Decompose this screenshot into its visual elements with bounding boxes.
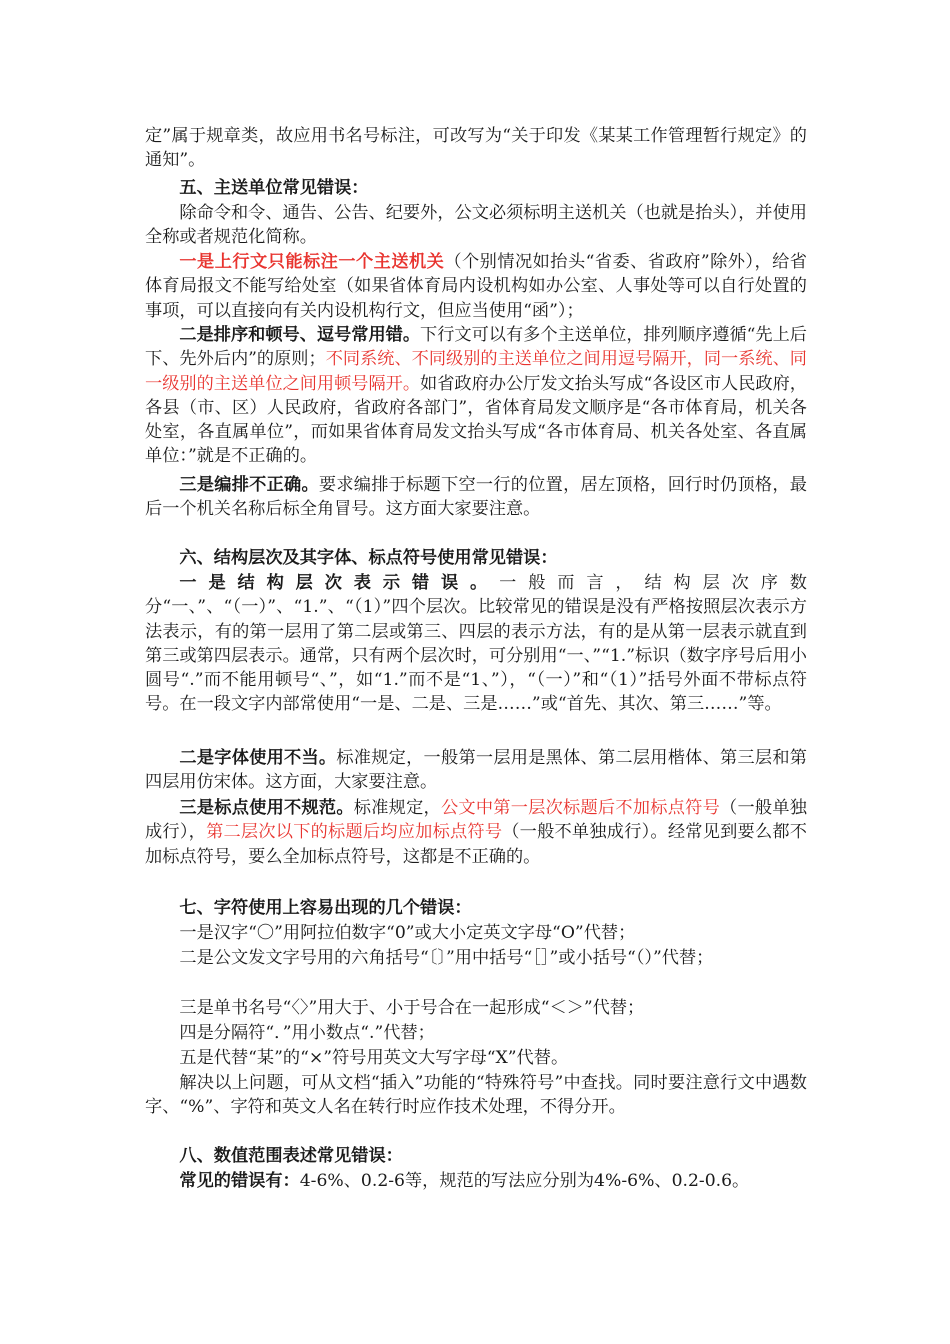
text: 五是代替“某”的“×”符号用英文大写字母“X”代替。 — [179, 1048, 569, 1068]
text: （个别情况如抬头“省委、省政府”除外），给省体育局报文不能写给处室（如果省体育局内设机构如办公室、人事处等可以自行处置的事项，可以直接向有关内设机构行文，但应当使用“函”）； — [145, 252, 807, 321]
text: 解决以上问题，可从文档“插入”功能的“特殊符号”中查找。同时要注意行文中遇数字、“%”、字符和英文人名在转行时应作技术处理，不得分开。 — [145, 1073, 807, 1118]
text: 要求编排于标题下空一行的位置，居左顶格，回行时仍顶格，最后一个机关名称后标全角冒号。这方面大家要注意。 — [145, 475, 807, 520]
text: 二是公文发文字号用的六角括号“〔〕”用中括号“［］”或小括号“（）”代替； — [179, 948, 714, 968]
paragraph-numeric-range — [145, 1169, 807, 1193]
heading-text: 七、字符使用上容易出现的几个错误： — [179, 898, 472, 918]
text: （一般单独成行）， — [145, 798, 807, 843]
highlight-text: 公文中第一层次标题后不加标点符号 — [440, 798, 721, 818]
heading-text: 八、数值范围表述常见错误： — [179, 1146, 403, 1166]
section-heading-8 — [145, 1144, 807, 1168]
lead-text: 三是编排不正确。 — [179, 475, 319, 495]
text: 三是单书名号“〈〉”用大于、小于号合在一起形成“＜＞”代替； — [179, 998, 645, 1018]
section-heading-5 — [145, 176, 807, 200]
text: 四是分隔符“．”用小数点“.”代替； — [179, 1023, 435, 1043]
text: 标准规定， — [353, 798, 441, 818]
section-heading-7 — [145, 896, 807, 920]
text: 一是汉字“〇”用阿拉伯数字“0”或大小定英文字母“O”代替； — [179, 923, 636, 943]
lead-text: 二是排序和顿号、逗号常用错。 — [179, 325, 421, 345]
lead-text: 常见的错误有： — [179, 1171, 300, 1191]
paragraph-regulation-title-note — [145, 124, 807, 173]
paragraph-solution — [145, 1071, 807, 1120]
highlight-text: 第二层次以下的标题后均应加标点符号 — [206, 822, 503, 843]
lead-text: 一是结构层次表示错误。 — [179, 573, 500, 593]
heading-text: 六、结构层次及其字体、标点符号使用常见错误： — [179, 548, 558, 568]
text: 一般而言，结构层次序数分“一、”、“（一）”、“1.”、“（1）”四个层次。比较常见的错误是没有严格按照层次表示方法表示，有的第一层用了第二层或第三、四层的表示方法，有的是从第一层表示就直到第三或第四层表示。通常，只有两个层次时，可分别用“一、”“1.”标识（数字序号后用小圆号“.”而不能用顿号“、”，如“1.”而不是“1、”），“（一）”和“（1）”括号外面不带标点符号。在一段文字内部常使用“一是、二是、三是……”或“首先、其次、第三……”等。 — [145, 573, 807, 715]
paragraph-upward-doc-rule — [145, 250, 807, 323]
text: （一般不单独成行）。经常见到要么都不加标点符号，要么全加标点符号，这都是不正确的。 — [145, 822, 807, 867]
lead-text: 三是标点使用不规范。 — [179, 798, 354, 818]
lead-text: 二是字体使用不当。 — [179, 748, 337, 768]
highlight-text: 一是上行文只能标注一个主送机关 — [179, 252, 445, 272]
paragraph-punctuation-usage — [145, 796, 807, 869]
list-item-character-3 — [145, 996, 807, 1020]
text: 标准规定，一般第一层用是黑体、第二层用楷体、第三层和第四层用仿宋体。这方面，大家要注意。 — [145, 748, 807, 793]
heading-text: 五、主送单位常见错误： — [179, 178, 369, 198]
paragraph-main-recipient-intro — [145, 201, 807, 250]
section-heading-6 — [145, 546, 807, 570]
text: 4-6%、0.2-6等，规范的写法应分别为4%-6%、0.2-0.6。 — [299, 1171, 750, 1191]
list-item-character-4 — [145, 1021, 807, 1045]
paragraph-layout-error — [145, 473, 807, 522]
paragraph-font-usage — [145, 746, 807, 795]
text: 如省政府办公厅发文抬头写成“各设区市人民政府，各县（市、区）人民政府，省政府各部门”，省体育局发文顺序是“各市体育局，机关各处室，各直属单位”，而如果省体育局发文抬头写成“各市体育局、机关各处室、各直属单位：”就是不正确的。 — [145, 373, 807, 467]
text: 定”属于规章类，故应用书名号标注，可改写为“关于印发《某某工作管理暂行规定》的通知”。 — [145, 126, 807, 171]
list-item-character-5 — [145, 1046, 807, 1070]
paragraph-ordering-punctuation — [145, 323, 807, 469]
highlight-text: 不同系统、不同级别的主送单位之间用逗号隔开，同一系统、同一级别的主送单位之间用顿号隔开。 — [145, 349, 807, 394]
list-item-character-1 — [145, 921, 807, 945]
text: 下行文可以有多个主送单位，排列顺序遵循“先上后下、先外后内”的原则； — [145, 325, 807, 370]
paragraph-structure-levels — [145, 571, 807, 717]
list-item-character-2 — [145, 946, 807, 970]
text: 除命令和令、通告、公告、纪要外，公文必须标明主送机关（也就是抬头），并使用全称或者规范化简称。 — [145, 203, 807, 248]
